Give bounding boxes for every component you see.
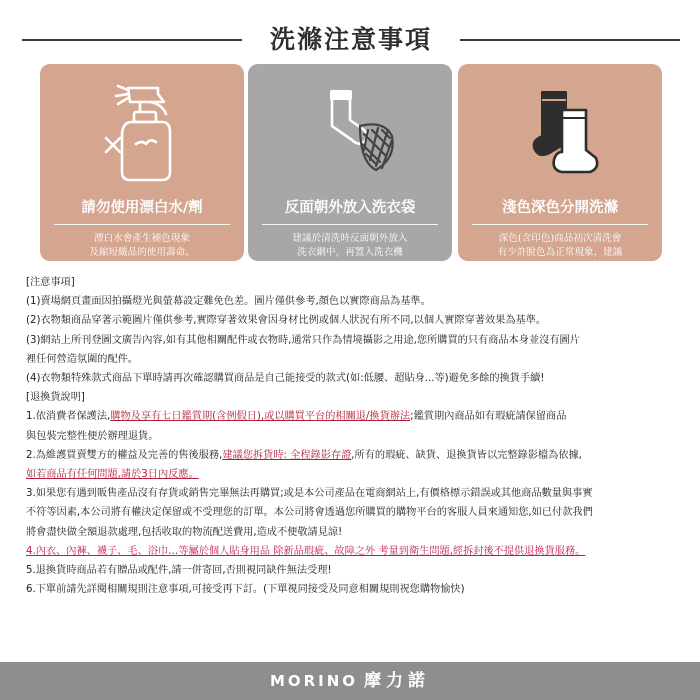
care-card-separate-colors (458, 64, 662, 272)
card-title: 淺色深色分開洗滌 (472, 194, 648, 225)
card-description: 漂白水會產生褪色現象 及縮短織品的使用壽命。 (89, 233, 195, 258)
highlight-text: 購物及享有七日鑑賞期(含例假日),或以購買平台的相關退/換貨辦法 (110, 411, 411, 423)
footer-bar (0, 662, 700, 700)
brand-name-zh: 摩力諾 (364, 671, 431, 691)
brand-name-en: MORINO (269, 672, 359, 690)
page-title: 洗滌注意事項 (269, 25, 432, 54)
returns-heading: [退換貨說明] (26, 392, 85, 404)
note-item: (4)衣物類特殊款式商品下單時請再次確認購買商品是自己能接受的款式(如:低腰、超貼身...等)避免多餘的換貨手續! (26, 373, 545, 385)
note-item: (3)網站上所刊登圖文廣告內容,如有其他相關配件或衣物時,通常只作為情境攝影之用途,您所購買的只有商品本身並沒有圖片 (26, 334, 580, 346)
two-socks-icon (458, 78, 662, 186)
return-item (26, 465, 686, 484)
care-card-laundry-bag (248, 64, 452, 272)
return-item: 5.退換貨時商品若有贈品或配件,請一併寄回,否則視同缺件無法受理! (26, 565, 332, 577)
note-item: 裡任何營造氛圍的配件。 (26, 353, 139, 365)
note-item: (1)賣場網頁畫面因拍攝燈光與螢幕設定難免色差。圖片僅供參考,顏色以實際商品為基準。 (26, 296, 431, 308)
return-item: 3.如果您有遇到販售產品沒有存貨或銷售完畢無法再購買;或是本公司產品在電商網站上,有價格標示錯誤或其他商品數量與事實 (26, 488, 593, 500)
card-title: 反面朝外放入洗衣袋 (262, 194, 438, 225)
highlight-text: 如若商品有任何問題,請於3日內反應。 (26, 469, 199, 481)
brand-logo (0, 662, 700, 700)
page-header (0, 18, 700, 62)
highlight-text: 4.內衣、內褲、襪子、毛、浴巾…等屬於個人貼身用品 除新品瑕疵、故障之外 考量到衛生問題,經拆封後不提供退換貨服務。 (26, 545, 586, 557)
card-description: 建議於清洗時反面朝外放入 洗衣網中，再置入洗衣機 可以延長使用壽命。 (292, 233, 408, 272)
return-item: 2.為維護買賣雙方的權益及完善的售後服務,建議您拆貨時: 全程錄影存證,所有的瑕疵、缺貨、退換貨皆以完整錄影檔為依據, (26, 449, 582, 461)
notes-heading: [注意事項] (26, 277, 75, 288)
header-divider-left (22, 39, 242, 41)
card-description: 深色(含印色)商品初次清洗會 有少許脫色為正常現象，建議 深色與淺色衣物分開洗滌。 (497, 233, 623, 272)
return-item: 將會盡快做全額退款處理,包括收取的物流配送費用,造成不便敬請見諒! (26, 526, 343, 538)
return-item: 與包裝完整性便於辦理退貨。 (26, 430, 159, 442)
note-item: (2)衣物類商品穿著示範圖片僅供參考,實際穿著效果會因身材比例或個人狀況有所不同,以個人實際穿著效果為基準。 (26, 315, 547, 327)
notes-section (26, 273, 686, 599)
return-item (26, 542, 686, 561)
care-card-no-bleach (40, 64, 244, 261)
return-item: 1.依消費者保護法,購物及享有七日鑑賞期(含例假日),或以購買平台的相關退/換貨辦法;鑑賞期內商品如有瑕疵請保留商品 (26, 411, 567, 423)
sock-laundry-bag-icon (248, 78, 452, 186)
header-divider-right (460, 39, 680, 41)
return-item: 不符等因素,本公司將有權決定保留或不受理您的訂單。本公司將會透過您所購買的購物平台的客服人員來通知您,如已付款我們 (26, 507, 593, 519)
highlight-text: 建議您拆貨時: 全程錄影存證 (222, 449, 352, 461)
spray-bottle-icon (40, 78, 244, 186)
card-title: 請勿使用漂白水/劑 (54, 194, 230, 225)
return-item: 6.下單前請先詳閱相關規則注意事項,可接受再下訂。(下單視同接受及同意相關規則祝您購物愉快) (26, 584, 465, 596)
